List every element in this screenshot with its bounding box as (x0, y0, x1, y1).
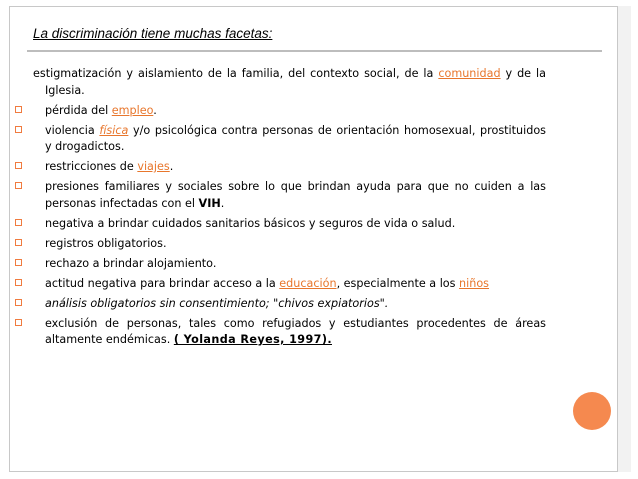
item-text: pérdida del (45, 103, 112, 117)
bullet-icon (15, 219, 22, 226)
bullet-icon (15, 319, 22, 326)
list-item (33, 316, 546, 349)
list-item (33, 276, 546, 293)
item-text: violencia (45, 123, 100, 137)
bullet-icon (15, 106, 22, 113)
list-item (33, 296, 546, 313)
item-text: rechazo a brindar alojamiento. (45, 256, 217, 270)
item-text: análisis obligatorios sin consentimiento; "chivos expiatorios". (45, 296, 389, 310)
link-viajes[interactable]: viajes (137, 160, 170, 173)
list-item (33, 236, 546, 253)
item-text: y/o psicológica contra personas de orientación homosexual, prostituidos y drogadictos. (45, 123, 547, 153)
item-text: registros obligatorios. (45, 236, 167, 250)
item-text: , especialmente a los (336, 276, 460, 290)
item-text: . (169, 160, 174, 173)
item-text: . (220, 196, 225, 210)
slide-side-bar (618, 6, 631, 472)
bullet-icon (15, 182, 22, 189)
bullet-icon (15, 239, 22, 246)
item-text: y de la Iglesia. (45, 67, 546, 97)
slide-heading: La discriminación tiene muchas facetas: (33, 26, 273, 41)
item-text: restricciones de (45, 160, 138, 173)
bullet-icon (15, 259, 22, 266)
citation: ( Yolanda Reyes, 1997). (173, 333, 332, 346)
list-item (33, 123, 546, 156)
list-item (33, 179, 546, 212)
link-educacion[interactable]: educación (279, 276, 337, 290)
heading-divider (27, 50, 602, 52)
list-item (33, 159, 546, 176)
bullet-icon (15, 126, 22, 133)
item-text: presiones familiares y sociales sobre lo que brindan ayuda para que no cuiden a las personas infectadas con el (45, 180, 546, 210)
item-text: actitud negativa para brindar acceso a la (45, 276, 280, 290)
item-text: exclusión de personas, tales como refugiados y estudiantes procedentes de áreas altamente endémicas. (45, 316, 546, 346)
link-empleo[interactable]: empleo (111, 103, 154, 117)
link-ninos[interactable]: niños (459, 276, 490, 290)
bullet-icon (15, 279, 22, 286)
bullet-icon (15, 299, 22, 306)
link-comunidad[interactable]: comunidad (438, 67, 501, 80)
link-fisica[interactable]: física (99, 123, 129, 137)
item-text: . (153, 103, 157, 117)
list-item (33, 103, 546, 120)
list-item (33, 256, 546, 273)
accent-circle (573, 392, 611, 430)
bullet-icon (15, 162, 22, 169)
item-text: negativa a brindar cuidados sanitarios básicos y seguros de vida o salud. (45, 216, 456, 230)
list-item (33, 66, 546, 99)
list-item (33, 216, 546, 233)
item-bold-text: VIH (198, 196, 221, 210)
bullet-list (33, 66, 546, 352)
item-text: estigmatización y aislamiento de la familia, del contexto social, de la (33, 67, 439, 80)
